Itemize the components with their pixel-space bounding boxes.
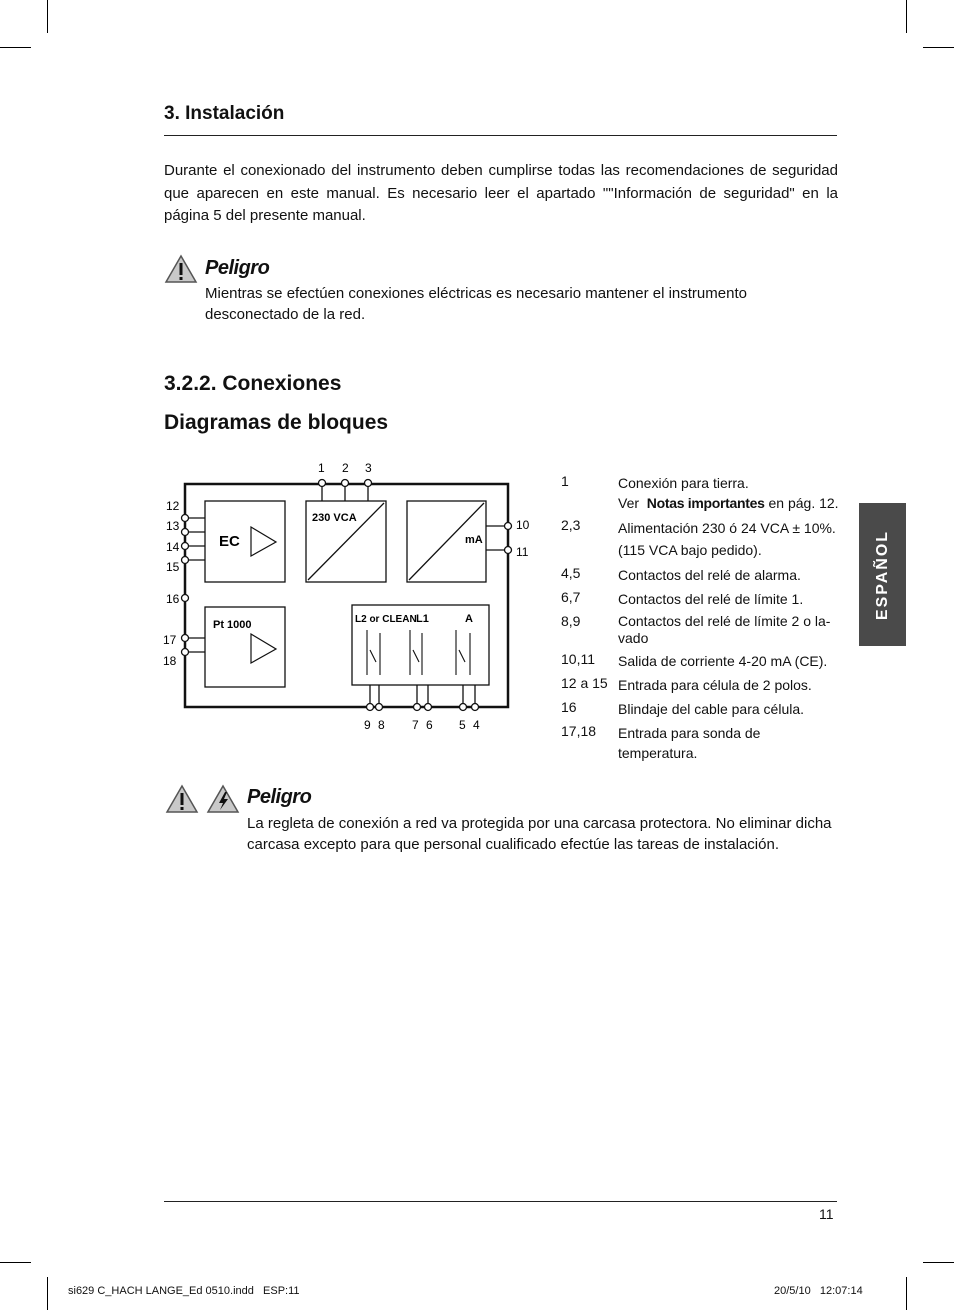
- legend-item: [561, 589, 841, 609]
- legend-text: (115 VCA bajo pedido).: [618, 542, 762, 558]
- legend-item: [561, 613, 841, 647]
- intro-paragraph: Durante el conexionado del instrumento deben cumplirse todas las recomendaciones de seguridad que aparecen en este manual. Es necesario leer el apartado ""Información de seguridad" en la página 5 del presente manual.: [164, 162, 838, 224]
- warning-text: La regleta de conexión a red va protegida por una carcasa protectora. No eliminar dicha carcasa excepto para que personal cualificado efectúe las tareas de instalación.: [247, 815, 832, 853]
- legend-number: 12 a 15: [561, 675, 608, 691]
- language-tab: [859, 503, 906, 646]
- warning-text: Mientras se efectúen conexiones eléctricas es necesario mantener el instrumento desconectado de la red.: [205, 285, 747, 323]
- legend-item: [561, 473, 841, 513]
- pin-label: 2: [342, 461, 349, 475]
- crop-mark: [906, 0, 907, 33]
- block-diagram: [160, 455, 540, 745]
- pin-label: 18: [163, 654, 177, 668]
- warning-triangle-icon: [164, 254, 198, 284]
- power-label: 230 VCA: [312, 512, 357, 524]
- subsection-title: 3.2.2. Conexiones: [164, 372, 342, 395]
- pin-label: 10: [516, 518, 530, 532]
- pin-legend: [561, 473, 841, 767]
- legend-text: Blindaje del cable para célula.: [618, 701, 805, 717]
- relay-a-label: A: [465, 613, 473, 625]
- pin-label: 1: [318, 461, 325, 475]
- ec-label: EC: [219, 533, 240, 550]
- legend-item: [561, 699, 841, 719]
- section-rule: [164, 135, 837, 136]
- legend-text: Contactos del relé de límite 1.: [618, 591, 804, 607]
- relay-l2-label: L2 or CLEAN: [355, 614, 417, 625]
- legend-number: 4,5: [561, 565, 581, 581]
- legend-item: [561, 675, 841, 695]
- pin-label: 9: [364, 718, 371, 732]
- crop-mark: [47, 0, 48, 33]
- crop-mark: [906, 1277, 907, 1310]
- language-tab-label: ESPAÑOL: [873, 529, 891, 620]
- page-number: 11: [819, 1206, 834, 1222]
- pin-label: 8: [378, 718, 385, 732]
- footer-rule: [164, 1201, 837, 1202]
- pin-label: 3: [365, 461, 372, 475]
- legend-item: [561, 651, 841, 671]
- legend-text: Conexión para tierra.: [618, 475, 749, 491]
- legend-text: vado: [618, 630, 649, 646]
- legend-text: Entrada para célula de 2 polos.: [618, 677, 812, 693]
- legend-number: 8,9: [561, 613, 581, 629]
- legend-text: Salida de corriente 4-20 mA (CE).: [618, 653, 828, 669]
- pin-label: 5: [459, 718, 466, 732]
- legend-item: [561, 565, 841, 585]
- pin-label: 13: [166, 519, 180, 533]
- pin-label: 11: [516, 545, 529, 559]
- legend-number: 17,18: [561, 723, 597, 739]
- crop-mark: [47, 1277, 48, 1310]
- legend-number: 2,3: [561, 517, 581, 533]
- legend-text: Contactos del relé de límite 2 o la-: [618, 613, 831, 629]
- legend-item: [561, 517, 841, 561]
- pin-label: 6: [426, 718, 433, 732]
- section-title: 3. Instalación: [164, 103, 285, 124]
- pin-label: 17: [163, 633, 177, 647]
- relay-l1-label: L1: [416, 613, 429, 625]
- electrical-hazard-icon: [206, 784, 240, 814]
- crop-mark: [923, 47, 954, 48]
- pin-label: 7: [412, 718, 419, 732]
- crop-mark: [0, 47, 31, 48]
- legend-number: 1: [561, 473, 569, 489]
- pin-label: 4: [473, 718, 480, 732]
- legend-text: Alimentación 230 ó 24 VCA ± 10%.: [618, 520, 836, 536]
- crop-mark: [923, 1262, 954, 1263]
- footer-file-info: si629 C_HACH LANGE_Ed 0510.indd ESP:11: [68, 1285, 300, 1297]
- warning-triangle-icon: [165, 784, 199, 814]
- legend-item: [561, 723, 841, 763]
- legend-number: 16: [561, 699, 577, 715]
- crop-mark: [0, 1262, 31, 1263]
- warning-title: Peligro: [247, 786, 312, 808]
- legend-text: Entrada para sonda de temperatura.: [618, 725, 761, 761]
- pin-label: 15: [166, 560, 180, 574]
- pt-label: Pt 1000: [213, 619, 252, 631]
- legend-number: 6,7: [561, 589, 581, 605]
- ma-label: mA: [465, 534, 483, 546]
- diagrams-title: Diagramas de bloques: [164, 411, 389, 434]
- legend-number: 10,11: [561, 651, 595, 667]
- pin-label: 14: [166, 540, 180, 554]
- legend-note: Ver Notas importantes en pág. 12.: [618, 495, 839, 511]
- footer-date: 20/5/10 12:07:14: [774, 1285, 863, 1297]
- warning-title: Peligro: [205, 257, 270, 279]
- legend-text: Contactos del relé de alarma.: [618, 567, 801, 583]
- pin-label: 16: [166, 592, 180, 606]
- pin-label: 12: [166, 499, 180, 513]
